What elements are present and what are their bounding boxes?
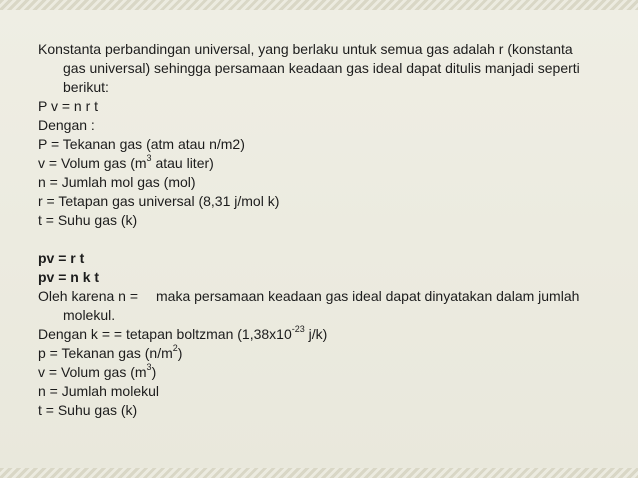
definition-temperature: t = Suhu gas (k) <box>38 212 138 228</box>
dengan-label: Dengan : <box>38 117 95 133</box>
ideal-gas-formula: P v = n r t <box>38 98 99 114</box>
top-decorative-band <box>0 0 638 10</box>
slide-body <box>38 40 598 420</box>
definition-pressure: P = Tekanan gas (atm atau n/m2) <box>38 136 245 152</box>
definition2-pressure: p = Tekanan gas $(n/m^2)$ <box>38 343 183 361</box>
boltzmann-constant-line: Dengan k = = tetapan boltzman ($1,38x10^{-23}$ j/k) <box>38 324 328 342</box>
intro-paragraph: Konstanta perbandingan universal, yang berlaku untuk semua gas adalah r (konstanta gas universal) sehingga persamaan keadaan gas ideal dapat ditulis manjadi seperti berikut: <box>38 41 580 95</box>
formula-pv-rt: pv = r t <box>38 250 85 266</box>
definition-volume: v = Volum gas ($m^3$ atau liter) <box>38 153 214 171</box>
oleh-karena-paragraph: Oleh karena n = maka persamaan keadaan gas ideal dapat dinyatakan dalam jumlah molekul. <box>38 288 580 323</box>
formula-pv-nkt: pv = n k t <box>38 269 100 285</box>
bottom-decorative-band <box>0 468 638 478</box>
definition2-molecules: n = Jumlah molekul <box>38 383 160 399</box>
definition-gas-constant: r = Tetapan gas universal (8,31 j/mol k) <box>38 193 280 209</box>
definition2-volume: v = Volum gas $(m^3)$ <box>38 362 157 380</box>
definition2-temperature: t = Suhu gas (k) <box>38 402 138 418</box>
definition-moles: n = Jumlah mol gas (mol) <box>38 174 196 190</box>
spacer <box>38 230 598 249</box>
